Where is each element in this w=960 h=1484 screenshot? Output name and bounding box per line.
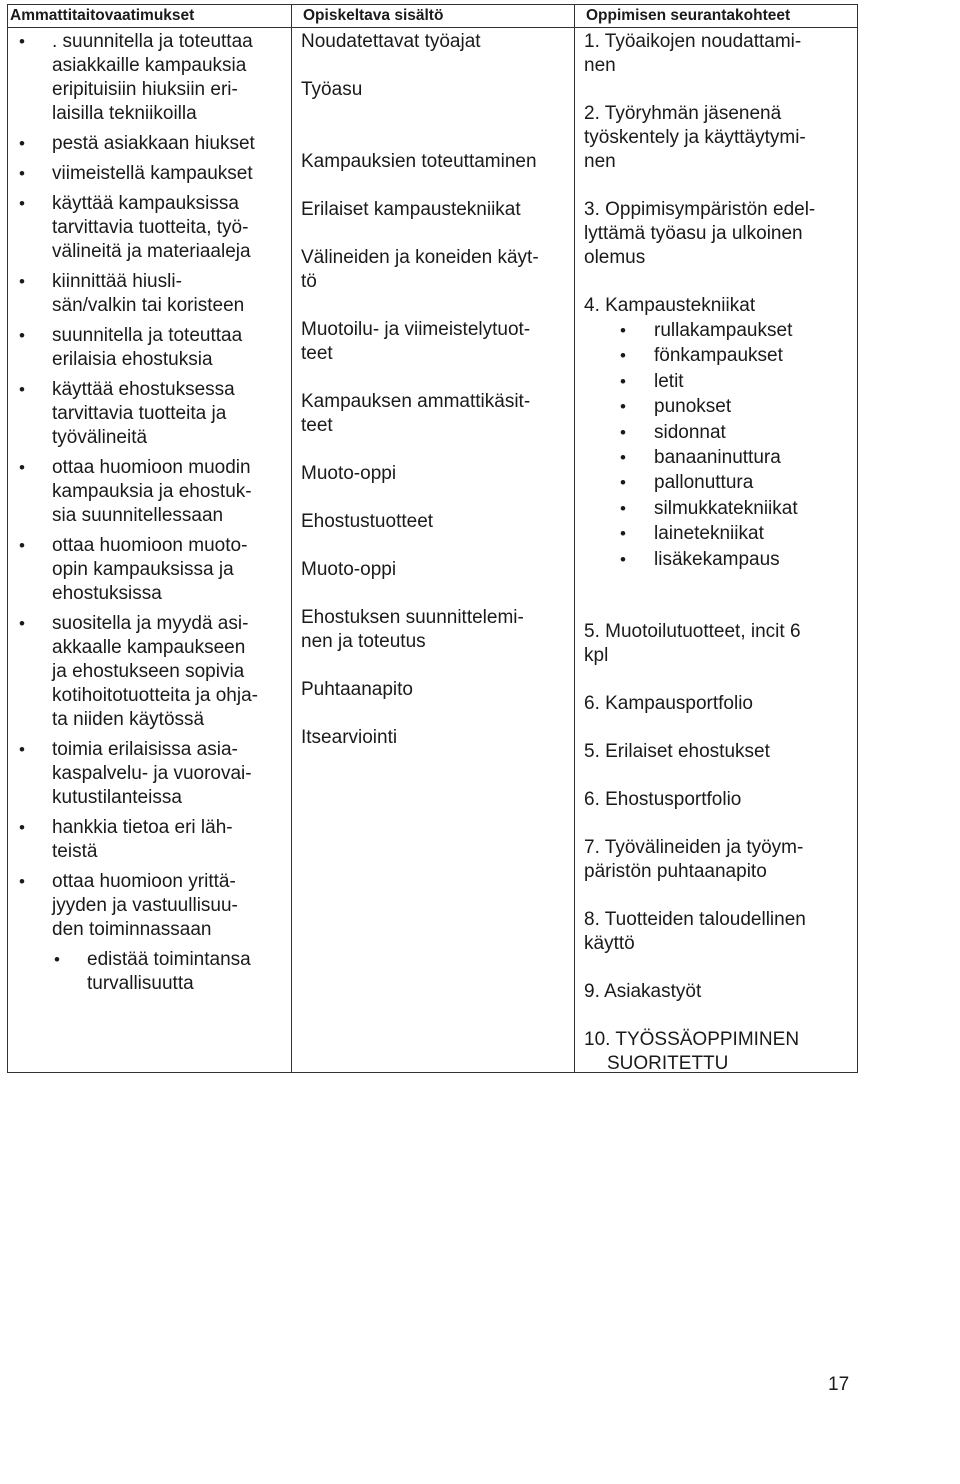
content-line: Muotoilu- ja viimeistelytuot- <box>301 319 531 340</box>
technique-list <box>584 318 849 572</box>
header-separator <box>7 27 858 28</box>
content-line: tö <box>301 271 317 292</box>
content-line: Työasu <box>301 79 363 100</box>
tracking-line: 6. Kampausportfolio <box>584 693 753 715</box>
content-line: Erilaiset kampaustekniikat <box>301 199 521 220</box>
requirement-line: laisilla tekniikoilla <box>52 103 197 124</box>
requirement-line: • ottaa huomioon muoto- <box>52 535 248 556</box>
table-border-top <box>7 4 858 5</box>
content-line: Kampauksien toteuttaminen <box>301 151 537 172</box>
content-line: Muoto-oppi <box>301 559 397 580</box>
requirement-line: kotihoitotuotteita ja ohja- <box>52 685 258 706</box>
technique-item: • sidonnat <box>584 420 849 445</box>
content-item <box>301 150 577 174</box>
tracking-line: 9. Asiakastyöt <box>584 981 702 1003</box>
requirement-item <box>17 270 292 318</box>
technique-item: • punokset <box>584 394 849 419</box>
requirement-line: eripituisiin hiuksiin eri- <box>52 79 238 100</box>
tracking-item <box>584 836 849 884</box>
content-item <box>301 558 577 582</box>
requirement-line: akkaalle kampaukseen <box>52 637 246 658</box>
tracking-line: 5. Erilaiset ehostukset <box>584 741 770 763</box>
requirement-item <box>17 324 292 372</box>
requirement-sub-line: • edistää toimintansa <box>87 949 251 970</box>
requirements-column <box>17 30 292 996</box>
requirement-line: työvälineitä <box>52 427 148 448</box>
tracking-item <box>584 788 849 812</box>
tracking-item <box>584 908 849 956</box>
content-line: Ehostustuotteet <box>301 511 434 532</box>
table-border-right <box>857 4 858 1073</box>
requirement-item <box>17 162 292 186</box>
content-line: Ehostuksen suunnittelemi- <box>301 607 524 628</box>
content-item <box>301 390 577 438</box>
requirement-item <box>17 192 292 264</box>
content-line: Muoto-oppi <box>301 463 397 484</box>
content-item <box>301 318 577 366</box>
requirement-line: kutustilanteissa <box>52 787 182 808</box>
tracking-item <box>584 980 849 1004</box>
content-item <box>301 246 577 294</box>
content-line: Välineiden ja koneiden käyt- <box>301 247 539 268</box>
header-content: Opiskeltava sisältö <box>303 7 444 24</box>
requirement-item <box>17 456 292 528</box>
requirement-line: • suositella ja myydä asi- <box>52 613 249 634</box>
technique-item: • pallonuttura <box>584 470 849 495</box>
content-item <box>301 78 577 102</box>
tracking-line: nen <box>584 55 616 76</box>
requirement-line: teistä <box>52 841 98 862</box>
requirement-line: ta niiden käytössä <box>52 709 205 730</box>
requirement-line: sän/valkin tai koristeen <box>52 295 245 316</box>
technique-item: • fönkampaukset <box>584 343 849 368</box>
header-requirements: Ammattitaitovaatimukset <box>10 7 195 24</box>
requirement-line: tarvittavia tuotteita ja <box>52 403 227 424</box>
requirement-item <box>17 738 292 810</box>
requirement-line: • käyttää ehostuksessa <box>52 379 235 400</box>
tracking-item <box>584 294 849 572</box>
content-line: teet <box>301 415 333 436</box>
technique-item: • lisäkekampaus <box>584 547 849 572</box>
tracking-line: työskentely ja käyttäytymi- <box>584 127 806 148</box>
table-border-left <box>7 4 8 1073</box>
tracking-item <box>584 30 849 78</box>
requirement-line: • toimia erilaisissa asia- <box>52 739 238 760</box>
requirement-line: • kiinnittää hiusli- <box>52 271 182 292</box>
tracking-line: päristön puhtaanapito <box>584 861 767 883</box>
requirement-line: • hankkia tietoa eri läh- <box>52 817 233 838</box>
requirement-line: • suunnitella ja toteuttaa <box>52 325 243 346</box>
requirement-line: ehostuksissa <box>52 583 162 604</box>
requirement-line: • viimeistellä kampaukset <box>52 163 253 184</box>
tracking-line: käyttö <box>584 933 635 955</box>
requirement-sub-line: turvallisuutta <box>87 973 194 994</box>
requirement-line: • ottaa huomioon yrittä- <box>52 871 236 892</box>
content-line: Puhtaanapito <box>301 679 413 700</box>
requirement-subitem <box>52 948 292 996</box>
tracking-line: 8. Tuotteiden taloudellinen <box>584 909 806 931</box>
tracking-line: 4. Kampaustekniikat <box>584 295 756 316</box>
requirement-line: tarvittavia tuotteita, työ- <box>52 217 249 238</box>
requirement-line: sia suunnitellessaan <box>52 505 224 526</box>
content-item <box>301 678 577 702</box>
requirement-item <box>17 816 292 864</box>
page-number: 17 <box>828 1374 850 1395</box>
tracking-line: 3. Oppimisympäristön edel- <box>584 199 816 220</box>
content-item <box>301 198 577 222</box>
tracking-line: 10. TYÖSSÄOPPIMINEN <box>584 1029 800 1051</box>
requirements-table <box>7 4 858 1073</box>
requirement-line: jyyden ja vastuullisuu- <box>52 895 238 916</box>
requirement-line: kampauksia ja ehostuk- <box>52 481 252 502</box>
technique-item: • banaaninuttura <box>584 445 849 470</box>
tracking-item <box>584 692 849 716</box>
tracking-item <box>584 198 849 270</box>
content-line: nen ja toteutus <box>301 631 426 652</box>
tracking-item <box>584 620 849 668</box>
requirement-line: välineitä ja materiaaleja <box>52 241 251 262</box>
requirement-line: • pestä asiakkaan hiukset <box>52 133 255 154</box>
tracking-line: 7. Työvälineiden ja työym- <box>584 837 804 859</box>
requirement-line: • . suunnitella ja toteuttaa <box>52 31 253 52</box>
content-line: Noudatettavat työajat <box>301 31 481 52</box>
content-item <box>301 30 577 54</box>
tracking-line: lyttämä työasu ja ulkoinen <box>584 223 803 244</box>
requirement-line: kaspalvelu- ja vuorovai- <box>52 763 252 784</box>
requirement-item <box>17 534 292 606</box>
requirements-list <box>17 30 292 942</box>
requirement-item <box>17 378 292 450</box>
tracking-line: kpl <box>584 645 609 667</box>
requirement-item <box>17 612 292 732</box>
requirement-item <box>17 30 292 126</box>
tracking-item <box>584 102 849 174</box>
content-item <box>301 726 577 750</box>
requirement-line: erilaisia ehostuksia <box>52 349 213 370</box>
content-line: teet <box>301 343 333 364</box>
content-line: Kampauksen ammattikäsit- <box>301 391 531 412</box>
content-column <box>301 30 577 750</box>
tracking-column <box>584 30 849 1076</box>
content-line: Itsearviointi <box>301 727 398 748</box>
tracking-item <box>584 1028 849 1076</box>
header-tracking: Oppimisen seurantakohteet <box>586 7 791 24</box>
requirement-line: opin kampauksissa ja <box>52 559 234 580</box>
requirements-sublist <box>52 948 292 996</box>
technique-item: • lainetekniikat <box>584 521 849 546</box>
content-item <box>301 606 577 654</box>
requirement-line: • ottaa huomioon muodin <box>52 457 251 478</box>
tracking-line: olemus <box>584 247 646 268</box>
tracking-item <box>584 740 849 764</box>
content-item <box>301 462 577 486</box>
tracking-line: 1. Työaikojen noudattami- <box>584 31 802 52</box>
technique-item: • silmukkatekniikat <box>584 496 849 521</box>
requirement-line: ja ehostukseen sopivia <box>52 661 245 682</box>
technique-item: • rullakampaukset <box>584 318 849 343</box>
tracking-line: 5. Muotoilutuotteet, incit 6 <box>584 621 801 643</box>
tracking-line: 2. Työryhmän jäsenenä <box>584 103 782 124</box>
requirement-line: asiakkaille kampauksia <box>52 55 247 76</box>
requirement-line: den toiminnassaan <box>52 919 212 940</box>
technique-item: • letit <box>584 369 849 394</box>
requirement-item <box>17 132 292 156</box>
requirement-line: • käyttää kampauksissa <box>52 193 239 214</box>
requirement-item <box>17 870 292 942</box>
tracking-line: nen <box>584 151 616 172</box>
tracking-line: 6. Ehostusportfolio <box>584 789 742 811</box>
content-item <box>301 510 577 534</box>
tracking-line: SUORITETTU <box>607 1053 729 1075</box>
